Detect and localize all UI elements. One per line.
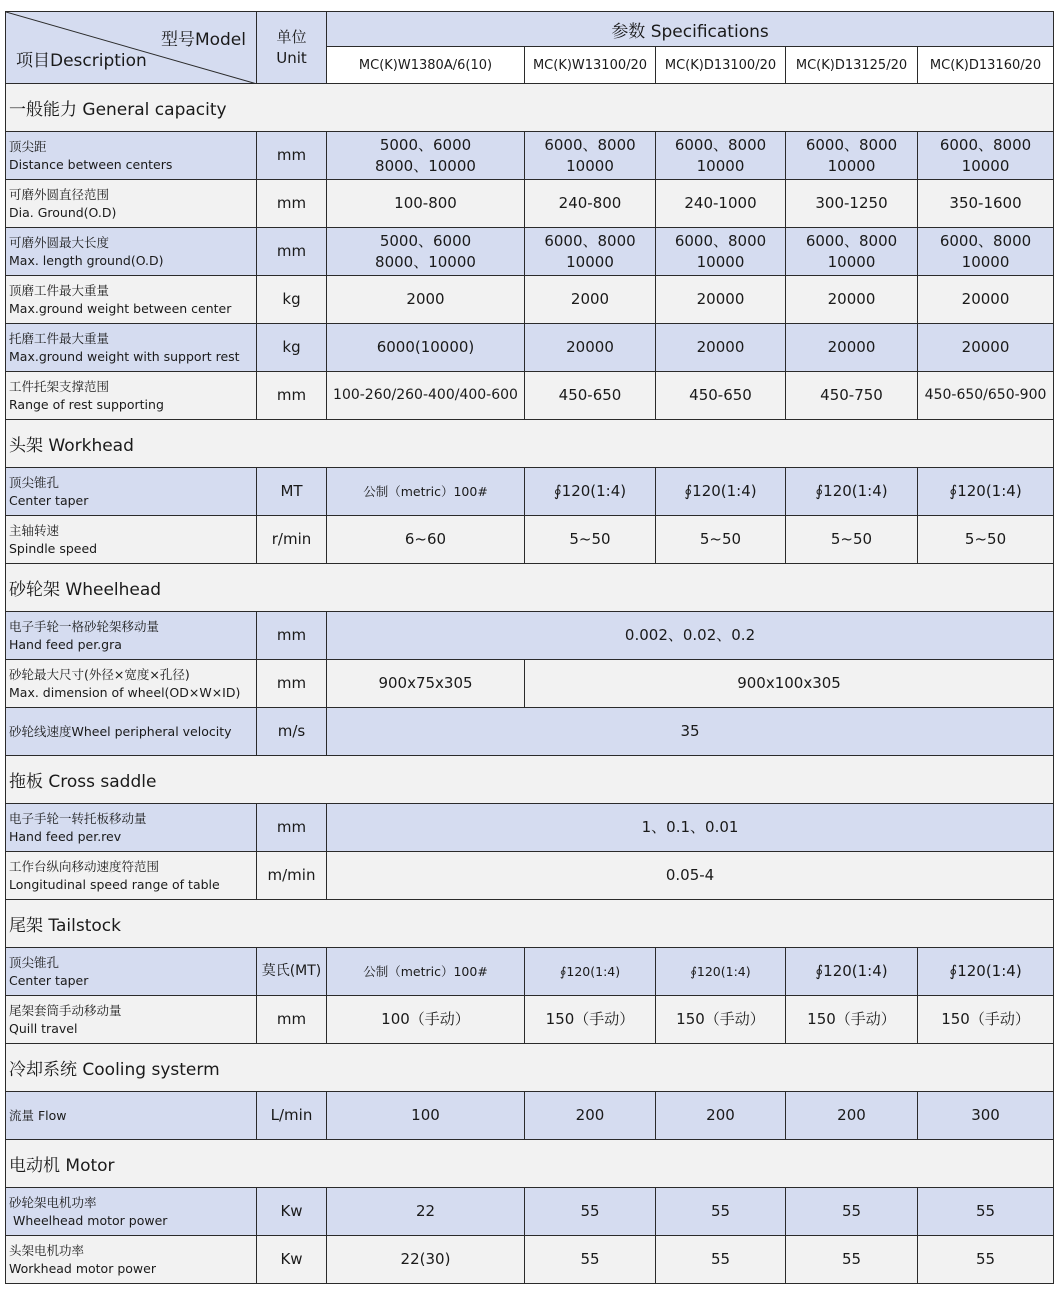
value-cell: 240-1000 [656,180,786,228]
section-header [6,900,1054,948]
row-unit: mm [257,996,327,1044]
row-unit: mm [257,180,327,228]
row-label-en: Max. dimension of wheel(OD×W×ID) [9,684,241,700]
row-label-cn: 电子手轮一格砂轮架移动量 [9,618,160,634]
value-cell: 900x100x305 [525,660,1054,708]
specifications-table [5,11,1054,1284]
description-label: 项目Description [16,51,147,71]
row-label-cn: 尾架套筒手动移动量 [9,1002,122,1018]
row-description [6,132,257,180]
unit-header [257,12,327,84]
row-description [6,372,257,420]
row-description [6,228,257,276]
row-label-en: Wheelhead motor power [9,1212,168,1228]
value-cell: 150（手动） [918,996,1054,1044]
row-label-en: Longitudinal speed range of table [9,876,220,892]
row-label-cn: 顶磨工件最大重量 [9,282,110,298]
row-label-en: Max. length ground(O.D) [9,252,164,268]
value-cell: 300-1250 [786,180,918,228]
value-cell: ∮120(1:4) [656,468,786,516]
table-row [6,468,1054,516]
row-unit: r/min [257,516,327,564]
row-label-en: Dia. Ground(O.D) [9,204,117,220]
value-cell: 20000 [525,324,656,372]
row-description [6,324,257,372]
value-cell: 22(30) [327,1236,525,1284]
row-unit: 莫氏(MT) [257,948,327,996]
value-cell: 5000、6000 8000、10000 [327,132,525,180]
row-unit: mm [257,612,327,660]
value-cell: 350-1600 [918,180,1054,228]
section-header [6,1140,1054,1188]
row-label-en: Range of rest supporting [9,396,164,412]
value-cell: ∮120(1:4) [786,468,918,516]
row-label-cn: 可磨外圆直径范围 [9,186,110,202]
row-label-en: Hand feed per.gra [9,636,122,652]
row-description [6,852,257,900]
value-cell: 6000、8000 10000 [656,228,786,276]
row-label-cn: 头架电机功率 [9,1242,85,1258]
row-unit: kg [257,276,327,324]
table-row [6,1236,1054,1284]
value-cell: 35 [327,708,1054,756]
table-row [6,996,1054,1044]
row-label-en: Spindle speed [9,540,98,556]
section-header [6,564,1054,612]
row-unit: m/s [257,708,327,756]
value-cell: 100-260/260-400/400-600 [327,372,525,420]
value-cell: 100（手动） [327,996,525,1044]
section-title-general: 一般能力 General capacity [6,84,1054,132]
row-label-en: Distance between centers [9,156,173,172]
row-description: 砂轮线速度Wheel peripheral velocity [6,708,257,756]
row-label-cn: 工件托架支撑范围 [9,378,110,394]
value-cell: 200 [656,1092,786,1140]
section-title-workhead: 头架 Workhead [6,420,1054,468]
value-cell: 6~60 [327,516,525,564]
row-unit: mm [257,804,327,852]
value-cell: 公制（metric）100# [327,948,525,996]
value-cell: 20000 [918,324,1054,372]
value-cell: 240-800 [525,180,656,228]
section-header [6,756,1054,804]
row-description [6,468,257,516]
row-unit: kg [257,324,327,372]
row-description [6,1188,257,1236]
value-cell: 150（手动） [656,996,786,1044]
unit-label-cn: 单位 [276,27,307,46]
table-row [6,180,1054,228]
value-cell: 6000、8000 10000 [786,228,918,276]
value-cell: 20000 [656,276,786,324]
row-description [6,276,257,324]
value-cell: 55 [656,1236,786,1284]
section-title-wheelhead: 砂轮架 Wheelhead [6,564,1054,612]
row-description [6,996,257,1044]
row-unit: mm [257,660,327,708]
section-header [6,420,1054,468]
row-label-cn: 顶尖锥孔 [9,474,60,490]
value-cell: ∮120(1:4) [918,948,1054,996]
table-row [6,276,1054,324]
row-unit: Kw [257,1188,327,1236]
table-row [6,516,1054,564]
row-unit: L/min [257,1092,327,1140]
row-label-en: Center taper [9,492,89,508]
value-cell: 6000、8000 10000 [656,132,786,180]
table-row [6,660,1054,708]
row-description [6,612,257,660]
model-column-header: MC(K)W13100/20 [525,47,656,84]
table-row [6,1188,1054,1236]
row-description [6,660,257,708]
value-cell: 6000(10000) [327,324,525,372]
value-cell: 150（手动） [786,996,918,1044]
model-column-header: MC(K)W1380A/6(10) [327,47,525,84]
value-cell: ∮120(1:4) [918,468,1054,516]
value-cell: 5~50 [918,516,1054,564]
table-row [6,612,1054,660]
value-cell: 22 [327,1188,525,1236]
row-description [6,804,257,852]
row-label-cn: 工作台纵向移动速度符范围 [9,858,160,874]
value-cell: 5~50 [786,516,918,564]
table-row [6,948,1054,996]
value-cell: 6000、8000 10000 [918,132,1054,180]
value-cell: ∮120(1:4) [786,948,918,996]
table-row [6,804,1054,852]
value-cell: 55 [525,1188,656,1236]
value-cell: 公制（metric）100# [327,468,525,516]
model-label: 型号Model [160,30,246,50]
section-header [6,1044,1054,1092]
section-title-cooling: 冷却系统 Cooling systerm [6,1044,1054,1092]
row-label-cn: 砂轮最大尺寸(外径×宽度×孔径) [9,666,190,682]
value-cell: 6000、8000 10000 [918,228,1054,276]
row-unit: mm [257,372,327,420]
table-row [6,1092,1054,1140]
value-cell: 55 [786,1188,918,1236]
value-cell: 100 [327,1092,525,1140]
row-description [6,516,257,564]
value-cell: 6000、8000 10000 [525,228,656,276]
value-cell: 20000 [918,276,1054,324]
row-description [6,948,257,996]
value-cell: 5~50 [525,516,656,564]
table-row [6,708,1054,756]
unit-label-en: Unit [276,48,307,67]
value-cell: 6000、8000 10000 [525,132,656,180]
row-label-en: Center taper [9,972,89,988]
section-title-saddle: 拖板 Cross saddle [6,756,1054,804]
value-cell: 55 [656,1188,786,1236]
model-column-header: MC(K)D13100/20 [656,47,786,84]
value-cell: 6000、8000 10000 [786,132,918,180]
value-cell: 1、0.1、0.01 [327,804,1054,852]
row-label-cn: 顶尖锥孔 [9,954,60,970]
value-cell: 55 [918,1188,1054,1236]
value-cell: 55 [525,1236,656,1284]
row-label-cn: 砂轮架电机功率 [9,1194,97,1210]
row-label-en: Quill travel [9,1020,78,1036]
model-column-header: MC(K)D13160/20 [918,47,1054,84]
table-row [6,324,1054,372]
value-cell: 0.05-4 [327,852,1054,900]
specifications-header: 参数 Specifications [327,12,1054,47]
value-cell: 450-650 [656,372,786,420]
model-column-header: MC(K)D13125/20 [786,47,918,84]
value-cell: 150（手动） [525,996,656,1044]
row-unit: MT [257,468,327,516]
value-cell: 200 [786,1092,918,1140]
row-unit: mm [257,132,327,180]
value-cell: ∮120(1:4) [656,948,786,996]
value-cell: 2000 [327,276,525,324]
value-cell: 2000 [525,276,656,324]
row-label-cn: 电子手轮一转托板移动量 [9,810,147,826]
value-cell: 100-800 [327,180,525,228]
section-title-tailstock: 尾架 Tailstock [6,900,1054,948]
section-title-motor: 电动机 Motor [6,1140,1054,1188]
value-cell: 55 [918,1236,1054,1284]
row-unit: m/min [257,852,327,900]
value-cell: 55 [786,1236,918,1284]
row-label-en: Hand feed per.rev [9,828,122,844]
value-cell: 450-650/650-900 [918,372,1054,420]
model-description-header [6,12,257,84]
value-cell: 5000、6000 8000、10000 [327,228,525,276]
row-label-en: Max.ground weight between center [9,300,232,316]
value-cell: 450-750 [786,372,918,420]
table-row [6,132,1054,180]
row-label-cn: 托磨工件最大重量 [9,330,110,346]
row-unit: Kw [257,1236,327,1284]
row-label-cn: 顶尖距 [9,138,47,154]
value-cell: 20000 [656,324,786,372]
row-label-en: Workhead motor power [9,1260,156,1276]
row-description: 流量 Flow [6,1092,257,1140]
table-row [6,852,1054,900]
value-cell: 5~50 [656,516,786,564]
section-header [6,84,1054,132]
row-label-cn: 可磨外圆最大长度 [9,234,110,250]
table-row [6,372,1054,420]
value-cell: 300 [918,1092,1054,1140]
value-cell: 450-650 [525,372,656,420]
value-cell: 200 [525,1092,656,1140]
row-unit: mm [257,228,327,276]
value-cell: 20000 [786,276,918,324]
value-cell: 900x75x305 [327,660,525,708]
row-label-cn: 主轴转速 [9,522,60,538]
table-row [6,228,1054,276]
value-cell: 0.002、0.02、0.2 [327,612,1054,660]
value-cell: ∮120(1:4) [525,468,656,516]
row-description [6,180,257,228]
value-cell: ∮120(1:4) [525,948,656,996]
row-label-en: Max.ground weight with support rest [9,348,240,364]
row-description [6,1236,257,1284]
value-cell: 20000 [786,324,918,372]
